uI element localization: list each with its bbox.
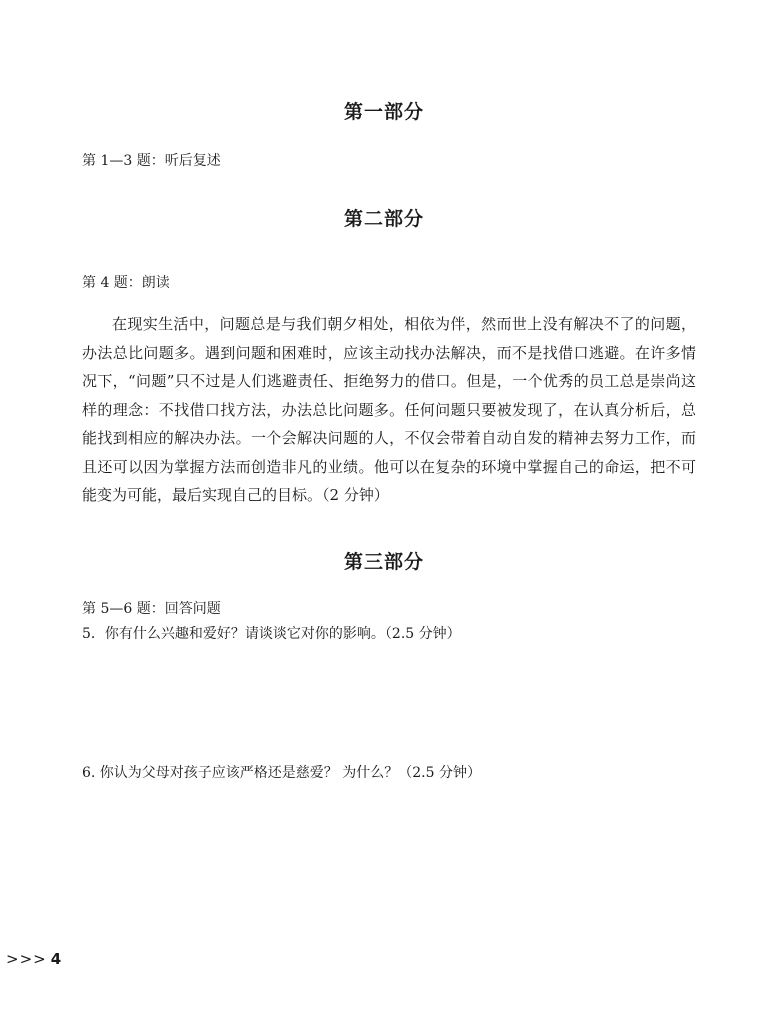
page-footer xyxy=(6,950,62,968)
question-6: 6. 你认为父母对孩子应该严格还是慈爱？ 为什么？（2.5 分钟） xyxy=(82,765,481,781)
question-5: 5．你有什么兴趣和爱好？请谈谈它对你的影响。（2.5 分钟） xyxy=(82,626,461,642)
page-number: 4 xyxy=(50,950,63,968)
part2-heading: 第二部分 xyxy=(343,208,424,230)
part3-heading: 第三部分 xyxy=(343,551,424,573)
part1-task: 第 1—3 题：听后复述 xyxy=(82,153,221,169)
part1-heading: 第一部分 xyxy=(343,101,424,123)
reading-passage: 在现实生活中，问题总是与我们朝夕相处，相依为伴，然而世上没有解决不了的问题，办法总比问题多。遇到问题和困难时，应该主动找办法解决，而不是找借口逃避。在许多情况下，“问题”只不过是人们逃避责任、拒绝努力的借口。但是，一个优秀的员工总是崇尚这样的理念：不找借口找方法，办法总比问题多。任何问题只要被发现了，在认真分析后，总能找到相应的解决办法。一个会解决问题的人，不仅会带着自动自发的精神去努力工作，而且还可以因为掌握方法而创造非凡的业绩。他可以在复杂的环境中掌握自己的命运，把不可能变为可能，最后实现自己的目标。（2 分钟） xyxy=(82,315,696,504)
page-arrows: >>> xyxy=(6,950,47,968)
part3-task: 第 5—6 题：回答问题 xyxy=(82,601,221,617)
part2-task: 第 4 题：朗读 xyxy=(82,275,170,291)
